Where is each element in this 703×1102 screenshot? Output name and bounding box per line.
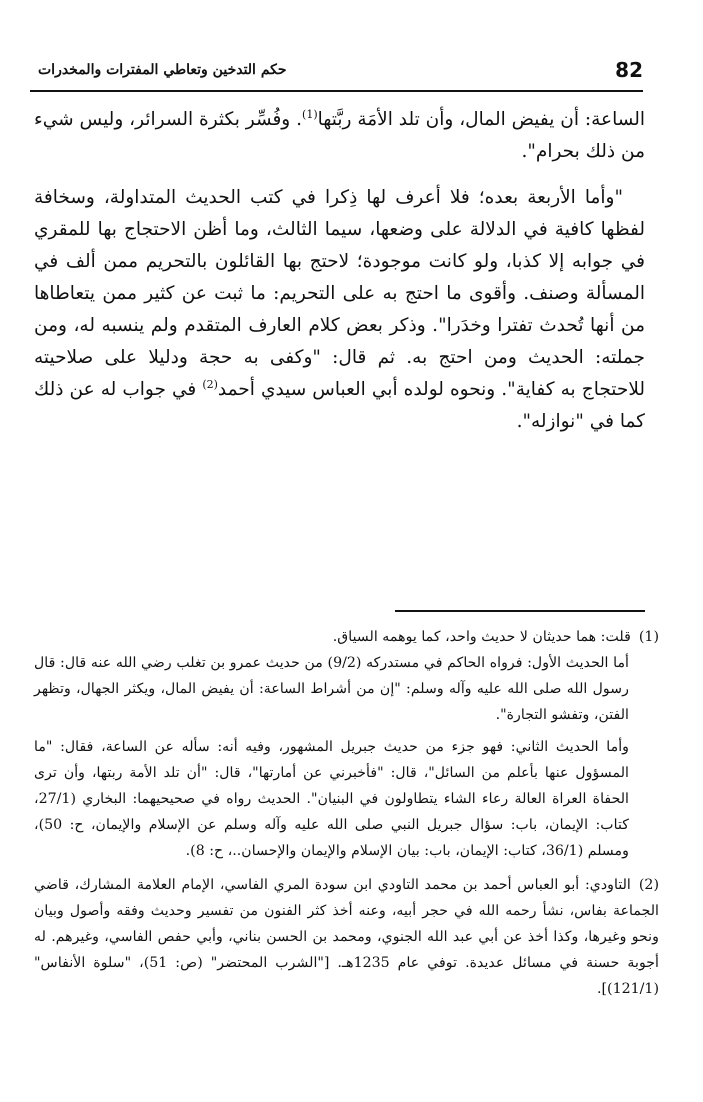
footnote-number: (1) xyxy=(638,629,659,645)
main-text xyxy=(34,104,645,452)
footnote-paragraph: وأما الحديث الثاني: فهو جزء من حديث جبريل المشهور، وفيه أنه: سأله عن الساعة، فقال: "ما المسؤول عنها بأعلم من السائل"، قال: "فأخبرني عن أمارتها"، قال: "أن تلد الأمة ربتها، وأن ترى الحفاة العراة العالة رعاء الشاء يتطاولون في البنيان". الحديث رواه في صحيحيهما: البخاري (27/1، كتاب: الإيمان، باب: سؤال جبريل النبي صلى الله عليه وآله وسلم عن الإسلام والإيمان، ح: 50)، ومسلم (36/1، كتاب: الإيمان، باب: بيان الإسلام والإيمان والإحسان..، ح: 8). xyxy=(34,739,629,859)
footnote-lead: قلت: هما حديثان لا حديث واحد، كما يوهمه السياق. xyxy=(332,629,631,645)
footnote-number: (2) xyxy=(638,877,659,893)
footnote-ref-1[interactable]: (1) xyxy=(302,107,318,121)
page-number: 82 xyxy=(615,58,643,82)
running-title: حكم التدخين وتعاطي المفترات والمخدرات xyxy=(38,62,287,78)
paragraph-text: "وأما الأربعة بعده؛ فلا أعرف لها ذِكرا في كتب الحديث المتداولة، وسخافة لفظها كافية في الدلالة على وضعها، سيما الثالث، وما أظن الاحتجاج بها للمقري في جوابه إلا كذبا، ولو كانت موجودة؛ لاحتج بها القائلون بالتحريم ممن ألف في المسألة وصنف. وأقوى ما احتج به على التحريم: ما ثبت عن كثير ممن يتعاطاها من أنها تُحدث تفترا وخدَرا". وذكر بعض كلام العارف المتقدم ولم ينسبه له، ومن جملته: الحديث ومن احتج به. ثم قال: "وكفى به حجة ودليلا على صلاحيته للاحتجاج به كفاية". ونحوه لولده أبي العباس سيدي أحمد xyxy=(34,187,645,400)
footnote-ref-2[interactable]: (2) xyxy=(202,377,218,391)
paragraph-text: الساعة: أن يفيض المال، وأن تلد الأمَة ربَّتها xyxy=(317,109,646,130)
paragraph-1 xyxy=(34,104,645,168)
footnote-lead: التاودي: أبو العباس أحمد بن محمد التاودي ابن سودة المري الفاسي، الإمام العلامة المشارك، قاضي الجماعة بفاس، نشأ رحمه الله في حجر أبيه، وعنه أخذ كثر الفنون من تفسير وحديث وفقه وأصول وبيان ونحو وغيرها، وكذا أخذ عن أبي عبد الله الجنوي، ومحمد بن الحسن بناني، وأبي حفص الفاسي، وغيرهم. له أجوبة حسنة في مسائل عديدة. توفي عام 1235هـ. ["الشرب المحتضر" (ص: 51)، "سلوة الأنفاس" (121/1)]. xyxy=(34,877,659,997)
paragraph-2 xyxy=(34,182,645,438)
paragraph-text: . وفُسِّر بكثرة السرائر، وليس شيء من ذلك بحرام". xyxy=(34,109,645,162)
footnote-1 xyxy=(34,624,659,864)
footnotes xyxy=(34,624,659,1010)
footnote-2 xyxy=(34,872,659,1002)
footnote-divider xyxy=(395,610,645,612)
footnote-paragraph: أما الحديث الأول: فرواه الحاكم في مستدركه (9/2) من حديث عمرو بن تغلب رضي الله عنه قال: قال رسول الله صلى الله عليه وآله وسلم: "إن من أشراط الساعة: أن يفيض المال، ويكثر الجهال، وتظهر الفتن، وتفشو التجارة". xyxy=(34,655,629,723)
paragraph-text: في جواب له عن ذلك كما في "نوازله". xyxy=(34,379,645,432)
page-header xyxy=(30,56,643,92)
